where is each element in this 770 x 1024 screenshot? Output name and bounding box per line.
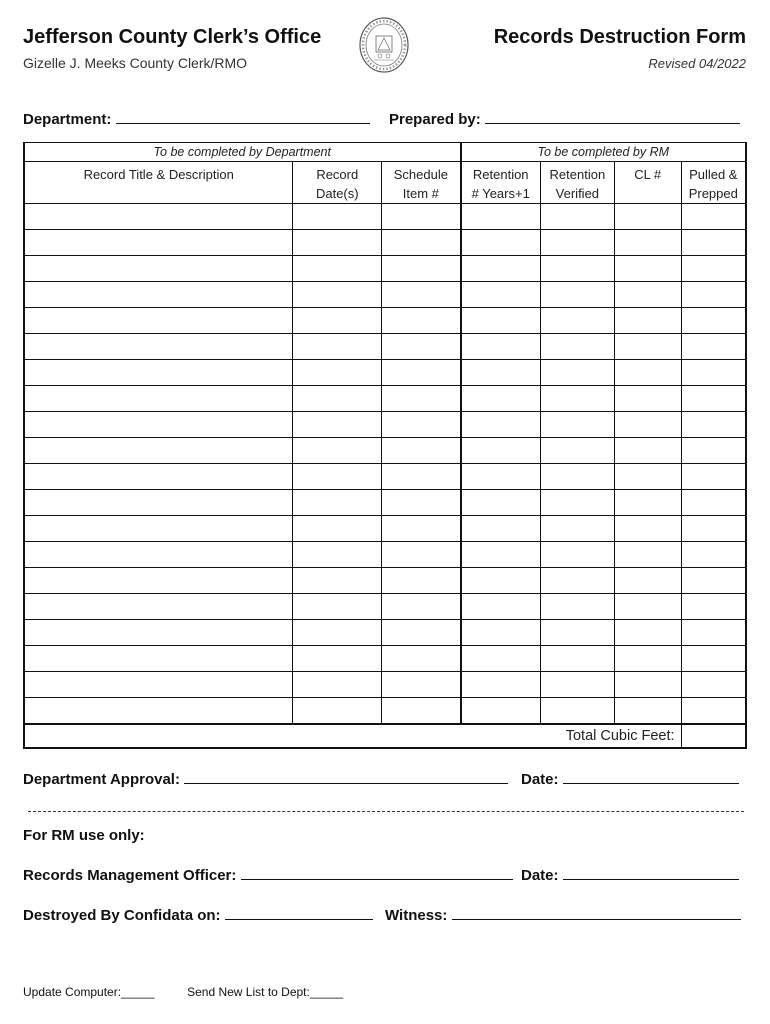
cell-retention-years[interactable] [461,230,541,256]
cell-retention-years[interactable] [461,308,541,334]
cell-pulled-prepped[interactable] [681,490,746,516]
cell-record-dates[interactable] [293,646,382,672]
cell-retention-years[interactable] [461,620,541,646]
department-row [23,110,370,128]
table-row [24,490,746,516]
prepared-by-field[interactable] [485,110,740,124]
cell-record-dates[interactable] [293,308,382,334]
cell-cl-number[interactable] [614,568,681,594]
cell-retention-years[interactable] [461,438,541,464]
table-row [24,438,746,464]
cell-cl-number[interactable] [614,282,681,308]
destroyed-date-field[interactable] [225,906,373,920]
cell-record-dates[interactable] [293,438,382,464]
cell-pulled-prepped[interactable] [681,334,746,360]
table-row [24,230,746,256]
cell-schedule-item[interactable] [382,646,461,672]
rm-group-header: To be completed by RM [461,143,746,162]
table-row [24,308,746,334]
cell-schedule-item[interactable] [382,594,461,620]
cell-retention-verified[interactable] [540,334,614,360]
cell-retention-verified[interactable] [540,490,614,516]
cell-retention-verified[interactable] [540,360,614,386]
cell-cl-number[interactable] [614,256,681,282]
cell-record-title[interactable] [24,542,293,568]
cell-record-dates[interactable] [293,516,382,542]
cell-retention-years[interactable] [461,490,541,516]
cell-schedule-item[interactable] [382,568,461,594]
cell-cl-number[interactable] [614,490,681,516]
cell-retention-verified[interactable] [540,282,614,308]
cell-schedule-item[interactable] [382,308,461,334]
cell-cl-number[interactable] [614,594,681,620]
total-cubic-feet-field[interactable] [681,724,746,748]
cell-retention-verified[interactable] [540,672,614,698]
cell-record-dates[interactable] [293,386,382,412]
witness-label: Witness: [385,907,448,924]
col-cl-number: CL # [614,162,681,204]
cell-cl-number[interactable] [614,464,681,490]
cell-cl-number[interactable] [614,230,681,256]
cell-schedule-item[interactable] [382,620,461,646]
cell-schedule-item[interactable] [382,438,461,464]
table-row [24,282,746,308]
cell-record-title[interactable] [24,334,293,360]
cell-pulled-prepped[interactable] [681,542,746,568]
cell-retention-years[interactable] [461,282,541,308]
cell-pulled-prepped[interactable] [681,464,746,490]
cell-record-title[interactable] [24,412,293,438]
cell-retention-years[interactable] [461,256,541,282]
cell-cl-number[interactable] [614,542,681,568]
table-row [24,464,746,490]
update-computer-label: Update Computer:_____ [23,985,155,999]
cell-schedule-item[interactable] [382,490,461,516]
cell-record-title[interactable] [24,438,293,464]
cell-pulled-prepped[interactable] [681,204,746,230]
rmo-label: Records Management Officer: [23,867,237,884]
cell-record-title[interactable] [24,698,293,724]
cell-cl-number[interactable] [614,620,681,646]
records-body [24,204,746,724]
cell-retention-verified[interactable] [540,594,614,620]
cell-retention-years[interactable] [461,542,541,568]
cell-cl-number[interactable] [614,646,681,672]
cell-record-dates[interactable] [293,594,382,620]
cell-retention-verified[interactable] [540,204,614,230]
table-row [24,594,746,620]
cell-record-title[interactable] [24,594,293,620]
table-row [24,646,746,672]
table-row [24,256,746,282]
cell-record-dates[interactable] [293,672,382,698]
col-record-title: Record Title & Description [24,162,293,204]
cell-pulled-prepped[interactable] [681,386,746,412]
cell-pulled-prepped[interactable] [681,230,746,256]
cell-retention-years[interactable] [461,204,541,230]
col-schedule-item: Schedule Item # [382,162,461,204]
destroyed-label: Destroyed By Confidata on: [23,907,221,924]
col-record-dates: Record Date(s) [293,162,382,204]
cell-schedule-item[interactable] [382,334,461,360]
cell-retention-verified[interactable] [540,542,614,568]
prepared-by-label: Prepared by: [389,111,481,128]
cell-pulled-prepped[interactable] [681,594,746,620]
rmo-date-label: Date: [521,867,559,884]
cell-pulled-prepped[interactable] [681,646,746,672]
cell-pulled-prepped[interactable] [681,308,746,334]
cell-retention-years[interactable] [461,412,541,438]
cell-schedule-item[interactable] [382,542,461,568]
org-subtitle: Gizelle J. Meeks County Clerk/RMO [23,55,248,71]
cell-retention-verified[interactable] [540,412,614,438]
rmo-row [23,866,513,884]
table-row [24,334,746,360]
cell-schedule-item[interactable] [382,516,461,542]
col-retention-years: Retention # Years+1 [461,162,541,204]
cell-record-title[interactable] [24,256,293,282]
table-row [24,698,746,724]
org-title: Jefferson County Clerk’s Office [23,26,322,48]
cell-cl-number[interactable] [614,412,681,438]
county-seal-icon [358,16,410,74]
cell-pulled-prepped[interactable] [681,620,746,646]
cell-cl-number[interactable] [614,308,681,334]
cell-record-title[interactable] [24,490,293,516]
cell-retention-verified[interactable] [540,620,614,646]
cell-schedule-item[interactable] [382,386,461,412]
cell-schedule-item[interactable] [382,230,461,256]
cell-retention-verified[interactable] [540,698,614,724]
department-approval-label: Department Approval: [23,771,180,788]
cell-retention-verified[interactable] [540,516,614,542]
cell-schedule-item[interactable] [382,464,461,490]
cell-record-dates[interactable] [293,334,382,360]
department-approval-row [23,770,508,788]
department-label: Department: [23,111,112,128]
cell-retention-years[interactable] [461,594,541,620]
cell-retention-years[interactable] [461,646,541,672]
table-row [24,620,746,646]
cell-retention-verified[interactable] [540,438,614,464]
cell-record-title[interactable] [24,360,293,386]
rm-use-only-heading: For RM use only: [23,827,145,844]
cell-cl-number[interactable] [614,386,681,412]
cell-retention-verified[interactable] [540,230,614,256]
witness-row [385,906,741,924]
cell-retention-years[interactable] [461,334,541,360]
cell-record-title[interactable] [24,516,293,542]
witness-field[interactable] [452,906,741,920]
cell-schedule-item[interactable] [382,360,461,386]
cell-record-dates[interactable] [293,620,382,646]
cell-record-title[interactable] [24,204,293,230]
cell-schedule-item[interactable] [382,282,461,308]
rmo-date-field[interactable] [563,866,739,880]
department-field[interactable] [116,110,370,124]
cell-cl-number[interactable] [614,516,681,542]
cell-pulled-prepped[interactable] [681,256,746,282]
cell-pulled-prepped[interactable] [681,516,746,542]
rmo-date-row [521,866,739,884]
cell-retention-verified[interactable] [540,464,614,490]
col-retention-verified: Retention Verified [540,162,614,204]
cell-record-dates[interactable] [293,464,382,490]
table-row [24,360,746,386]
cell-cl-number[interactable] [614,204,681,230]
cell-schedule-item[interactable] [382,412,461,438]
cell-pulled-prepped[interactable] [681,698,746,724]
revised-date: Revised 04/2022 [648,56,746,71]
cell-retention-years[interactable] [461,464,541,490]
approval-date-row [521,770,739,788]
rmo-field[interactable] [241,866,513,880]
cell-schedule-item[interactable] [382,256,461,282]
cell-pulled-prepped[interactable] [681,360,746,386]
total-cubic-feet-label: Total Cubic Feet: [24,724,681,748]
cell-retention-verified[interactable] [540,386,614,412]
cell-cl-number[interactable] [614,438,681,464]
cell-record-title[interactable] [24,646,293,672]
send-list-label: Send New List to Dept:_____ [187,985,344,999]
cell-record-dates[interactable] [293,204,382,230]
cell-record-dates[interactable] [293,542,382,568]
cell-schedule-item[interactable] [382,672,461,698]
approval-date-field[interactable] [563,770,739,784]
cell-record-dates[interactable] [293,490,382,516]
cell-record-dates[interactable] [293,282,382,308]
table-row [24,412,746,438]
cell-record-dates[interactable] [293,568,382,594]
cell-retention-years[interactable] [461,360,541,386]
table-row [24,672,746,698]
cell-record-dates[interactable] [293,360,382,386]
cell-cl-number[interactable] [614,360,681,386]
cell-schedule-item[interactable] [382,698,461,724]
cell-record-title[interactable] [24,620,293,646]
cell-retention-years[interactable] [461,568,541,594]
divider-dashed [28,811,744,812]
footer [23,985,343,999]
cell-pulled-prepped[interactable] [681,568,746,594]
approval-date-label: Date: [521,771,559,788]
cell-record-dates[interactable] [293,698,382,724]
table-row [24,568,746,594]
destroyed-row [23,906,373,924]
cell-record-title[interactable] [24,568,293,594]
cell-pulled-prepped[interactable] [681,412,746,438]
cell-retention-years[interactable] [461,672,541,698]
cell-record-dates[interactable] [293,256,382,282]
cell-pulled-prepped[interactable] [681,672,746,698]
cell-retention-years[interactable] [461,698,541,724]
cell-retention-verified[interactable] [540,568,614,594]
prepared-by-row [389,110,740,128]
table-row [24,542,746,568]
cell-retention-verified[interactable] [540,646,614,672]
total-row [24,724,746,748]
department-approval-field[interactable] [184,770,508,784]
cell-record-title[interactable] [24,464,293,490]
cell-cl-number[interactable] [614,672,681,698]
cell-record-title[interactable] [24,282,293,308]
cell-pulled-prepped[interactable] [681,282,746,308]
cell-retention-years[interactable] [461,516,541,542]
cell-record-title[interactable] [24,386,293,412]
cell-record-title[interactable] [24,672,293,698]
cell-record-title[interactable] [24,230,293,256]
form-title: Records Destruction Form [493,26,746,48]
cell-pulled-prepped[interactable] [681,438,746,464]
table-row [24,386,746,412]
cell-retention-years[interactable] [461,386,541,412]
col-pulled-prepped: Pulled & Prepped [681,162,746,204]
cell-cl-number[interactable] [614,698,681,724]
cell-record-dates[interactable] [293,412,382,438]
records-table [23,142,747,749]
department-group-header: To be completed by Department [24,143,461,162]
cell-schedule-item[interactable] [382,204,461,230]
table-row [24,516,746,542]
cell-retention-verified[interactable] [540,256,614,282]
table-row [24,204,746,230]
cell-cl-number[interactable] [614,334,681,360]
cell-record-dates[interactable] [293,230,382,256]
cell-retention-verified[interactable] [540,308,614,334]
cell-record-title[interactable] [24,308,293,334]
